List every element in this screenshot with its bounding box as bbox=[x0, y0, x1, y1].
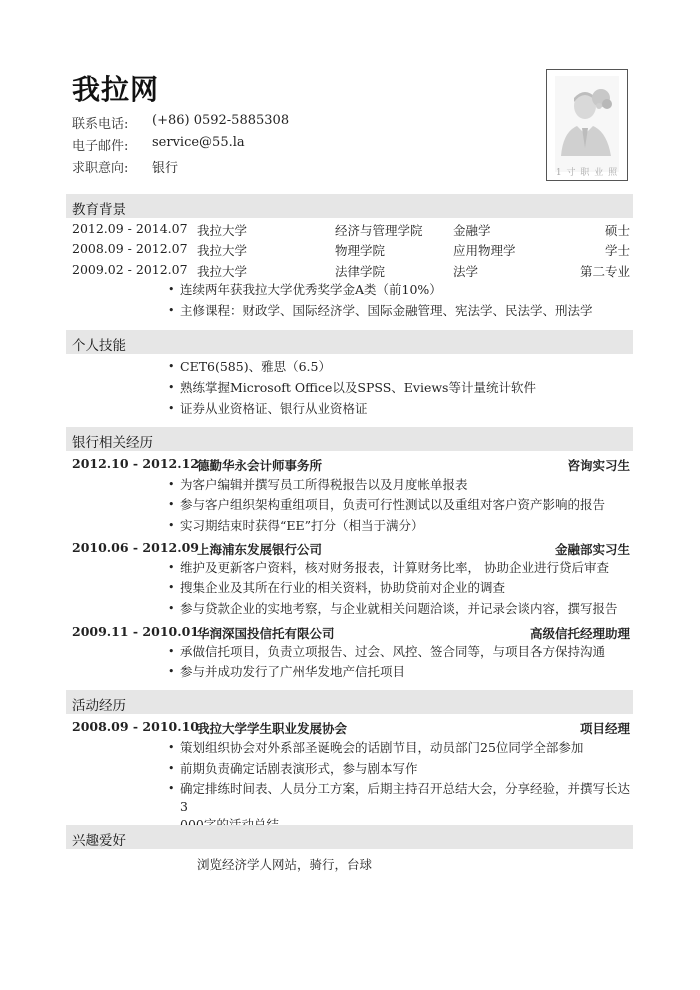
edu-college: 物理学院 bbox=[335, 243, 386, 258]
edu-school: 我拉大学 bbox=[197, 243, 248, 258]
experience-bullet: • 维护及更新客户资料，核对财务报表，计算财务比率， 协助企业进行贷后审查 bbox=[180, 559, 630, 577]
experience-bullet: • 承做信托项目，负责立项报告、过会、风控、签合同等，与项目各方保持沟通 bbox=[180, 643, 630, 661]
education-bullet: • 主修课程：财政学、国际经济学、国际金融管理、宪法学、民法学、刑法学 bbox=[180, 302, 630, 320]
hobbies-text: 浏览经济学人网站，骑行，台球 bbox=[197, 857, 373, 872]
section-title: 教育背景 bbox=[72, 202, 126, 218]
experience-bullet: • 参与并成功发行了广州华发地产信托项目 bbox=[180, 663, 630, 681]
exp-role: 高级信托经理助理 bbox=[529, 626, 630, 641]
skill-bullet: • 熟练掌握Microsoft Office以及SPSS、Eviews等计量统计软件 bbox=[180, 379, 630, 397]
section-bank-experience bbox=[66, 427, 633, 451]
edu-college: 法律学院 bbox=[335, 264, 386, 279]
exp-role: 咨询实习生 bbox=[567, 458, 630, 473]
email-value: service@55.la bbox=[152, 135, 245, 150]
activity-bullet: • 策划组织协会对外系部圣诞晚会的话剧节目，动员部门25位同学全部参加 bbox=[180, 739, 630, 757]
section-skills bbox=[66, 330, 633, 354]
exp-role: 金融部实习生 bbox=[554, 542, 630, 557]
profile-photo bbox=[546, 69, 628, 181]
edu-degree: 学士 bbox=[604, 243, 630, 258]
edu-date: 2012.09 - 2014.07 bbox=[72, 221, 188, 236]
exp-date: 2012.10 - 2012.12 bbox=[72, 456, 199, 471]
section-hobbies bbox=[66, 825, 633, 849]
activity-role: 项目经理 bbox=[579, 721, 630, 736]
photo-caption: 1 寸 职 业 照 bbox=[555, 168, 619, 178]
education-row bbox=[72, 262, 630, 280]
activity-bullet: • 前期负责确定话剧表演形式，参与剧本写作 bbox=[180, 760, 630, 778]
edu-degree: 第二专业 bbox=[579, 264, 630, 279]
experience-header bbox=[72, 456, 630, 474]
edu-major: 金融学 bbox=[453, 223, 491, 238]
email-label: 电子邮件: bbox=[72, 139, 129, 154]
experience-bullet: • 参与贷款企业的实地考察，与企业就相关问题洽谈，并记录会谈内容，撰写报告 bbox=[180, 600, 630, 618]
experience-bullet: • 实习期结束时获得“EE”打分（相当于满分） bbox=[180, 517, 630, 535]
intent-value: 银行 bbox=[152, 161, 179, 176]
section-education bbox=[66, 194, 633, 218]
activity-org: 我拉大学学生职业发展协会 bbox=[197, 721, 348, 736]
edu-date: 2008.09 - 2012.07 bbox=[72, 241, 188, 256]
experience-header bbox=[72, 540, 630, 558]
skill-bullet: • 证券从业资格证、银行从业资格证 bbox=[180, 400, 630, 418]
phone-value: (+86) 0592-5885308 bbox=[152, 113, 290, 128]
section-title: 银行相关经历 bbox=[72, 435, 153, 451]
edu-major: 应用物理学 bbox=[453, 243, 516, 258]
exp-date: 2009.11 - 2010.01 bbox=[72, 624, 199, 639]
exp-org: 上海浦东发展银行公司 bbox=[197, 542, 323, 557]
experience-bullet: • 为客户编辑并撰写员工所得税报告以及月度帐单报表 bbox=[180, 476, 630, 494]
section-activities bbox=[66, 690, 633, 714]
skill-bullet: • CET6(585)、雅思（6.5） bbox=[180, 358, 630, 376]
experience-bullet: • 搜集企业及其所在行业的相关资料，协助贷前对企业的调查 bbox=[180, 579, 630, 597]
exp-date: 2010.06 - 2012.09 bbox=[72, 540, 199, 555]
exp-org: 德勤华永会计师事务所 bbox=[197, 458, 323, 473]
education-row bbox=[72, 221, 630, 239]
edu-school: 我拉大学 bbox=[197, 264, 248, 279]
section-title: 活动经历 bbox=[72, 698, 126, 714]
education-bullet: • 连续两年获我拉大学优秀奖学金A类（前10%） bbox=[180, 281, 630, 299]
activity-date: 2008.09 - 2010.10 bbox=[72, 719, 199, 734]
intent-label: 求职意向: bbox=[72, 161, 129, 176]
section-title: 个人技能 bbox=[72, 338, 126, 354]
experience-header bbox=[72, 624, 630, 642]
exp-org: 华润深国投信托有限公司 bbox=[197, 626, 335, 641]
phone-label: 联系电话: bbox=[72, 117, 129, 132]
edu-college: 经济与管理学院 bbox=[335, 223, 423, 238]
edu-school: 我拉大学 bbox=[197, 223, 248, 238]
activity-header bbox=[72, 719, 630, 737]
resume-name: 我拉网 bbox=[72, 73, 160, 106]
section-title: 兴趣爱好 bbox=[72, 833, 126, 849]
avatar-icon bbox=[555, 76, 619, 172]
activity-bullet-line: • 确定排练时间表、人员分工方案，后期主持召开总结大会，分享经验，并撰写长达3 bbox=[180, 781, 631, 814]
edu-date: 2009.02 - 2012.07 bbox=[72, 262, 188, 277]
education-row bbox=[72, 241, 630, 259]
edu-major: 法学 bbox=[453, 264, 479, 279]
experience-bullet: • 参与客户组织架构重组项目，负责可行性测试以及重组对客户资产影响的报告 bbox=[180, 496, 630, 514]
edu-degree: 硕士 bbox=[604, 223, 630, 238]
